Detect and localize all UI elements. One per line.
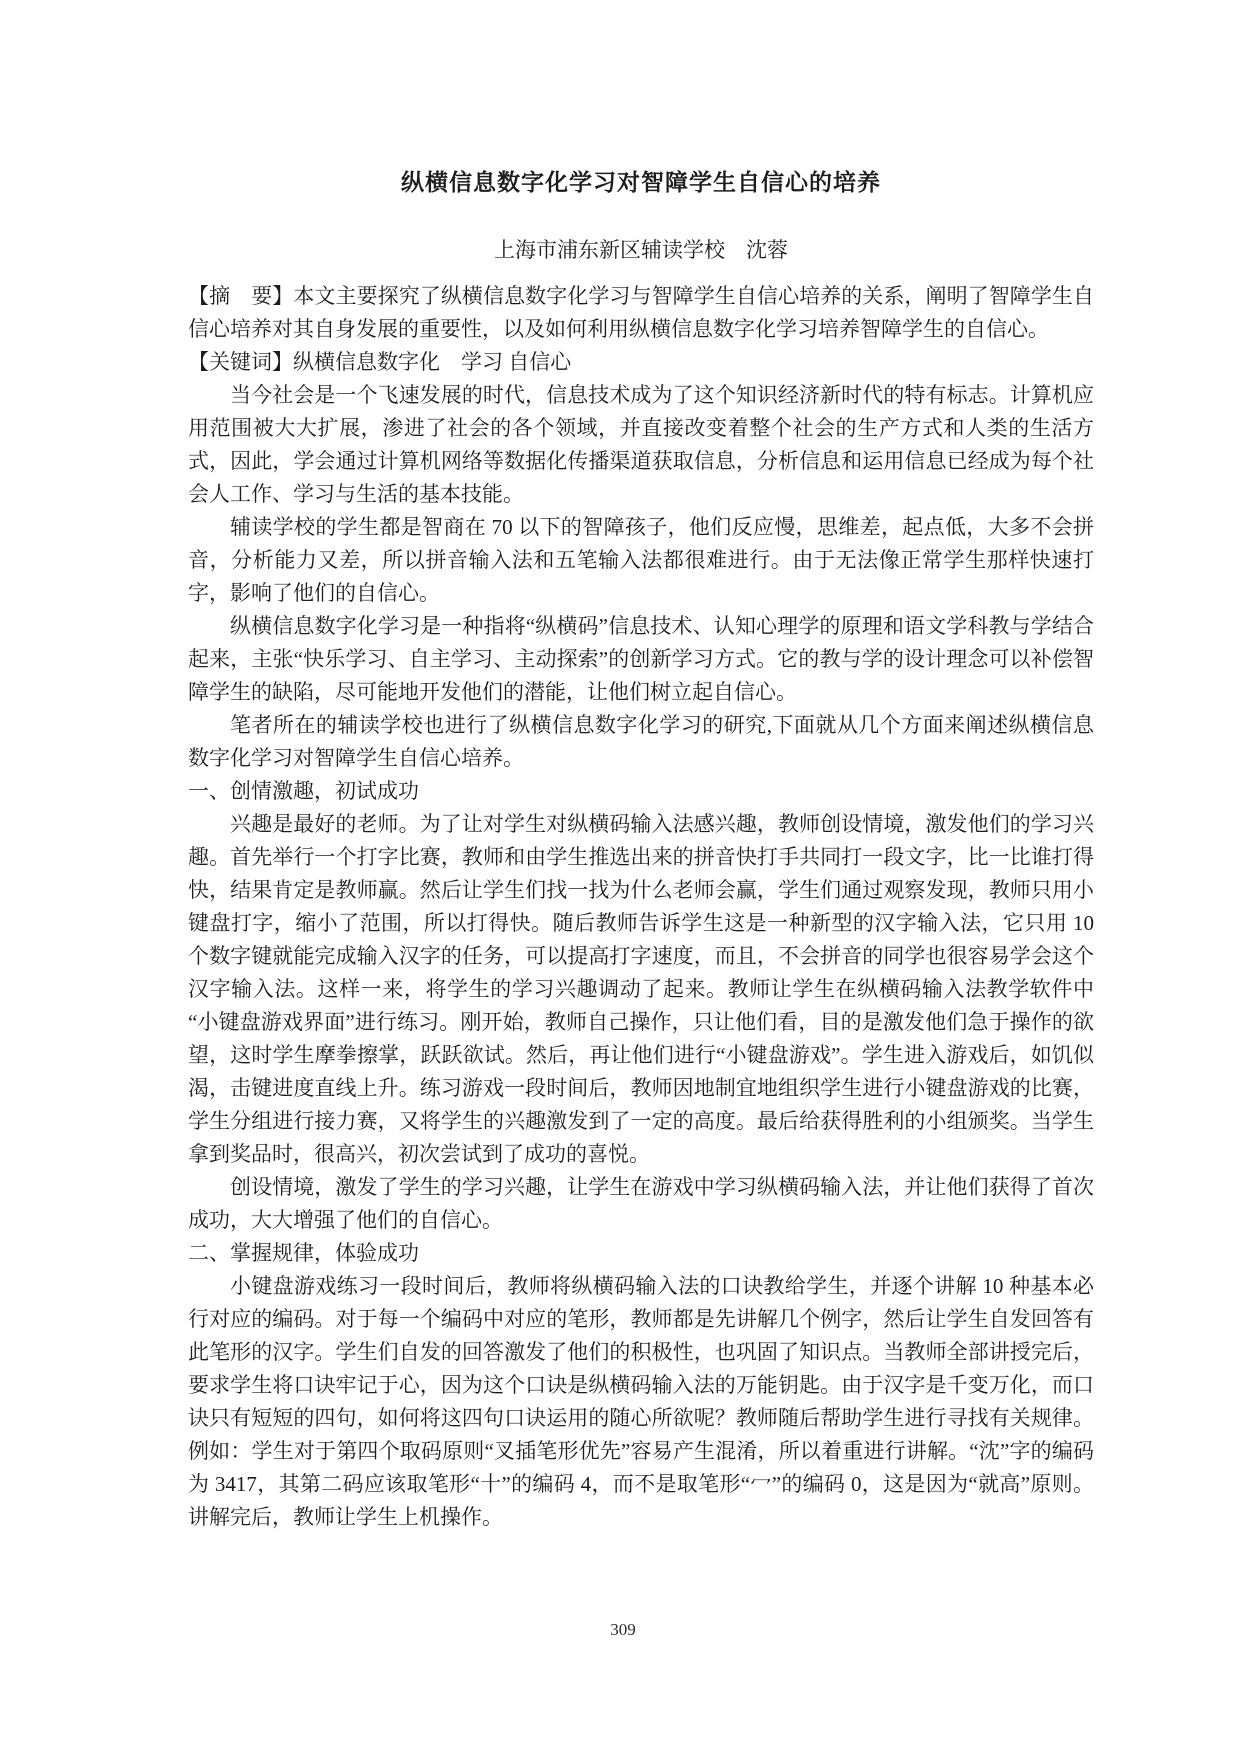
paragraph: 辅读学校的学生都是智商在 70 以下的智障孩子，他们反应慢，思维差，起点低，大多不会拼音，分析能力又差，所以拼音输入法和五笔输入法都很难进行。由于无法像正常学生那样快速打字，影响了他们的自信心。 <box>188 515 1094 605</box>
document-title: 纵横信息数字化学习对智障学生自信心的培养 <box>401 170 881 195</box>
meta-line: 【关键词】纵横信息数字化 学习 自信心 <box>188 350 572 374</box>
page-number: 309 <box>610 1620 636 1639</box>
paragraph: 纵横信息数字化学习是一种指将“纵横码”信息技术、认知心理学的原理和语文学科教与学结合起来，主张“快乐学习、自主学习、主动探索”的创新学习方式。它的教与学的设计理念可以补偿智障学生的缺陷，尽可能地开发他们的潜能，让他们树立起自信心。 <box>188 614 1094 704</box>
section-heading: 二、掌握规律，体验成功 <box>188 1241 419 1265</box>
meta-line: 【摘 要】本文主要探究了纵横信息数字化学习与智障学生自信心培养的关系，阐明了智障学生自信心培养对其自身发展的重要性，以及如何利用纵横信息数字化学习培养智障学生的自信心。 <box>188 284 1094 341</box>
section-heading: 一、创情激趣，初试成功 <box>188 779 419 803</box>
paragraph: 当今社会是一个飞速发展的时代，信息技术成为了这个知识经济新时代的特有标志。计算机应用范围被大大扩展，渗进了社会的各个领域，并直接改变着整个社会的生产方式和人类的生活方式，因此，学会通过计算机网络等数据化传播渠道获取信息，分析信息和运用信息已经成为每个社会人工作、学习与生活的基本技能。 <box>188 383 1094 506</box>
paragraph: 小键盘游戏练习一段时间后，教师将纵横码输入法的口诀教给学生，并逐个讲解 10 种基本必行对应的编码。对于每一个编码中对应的笔形，教师都是先讲解几个例字，然后让学生自发回答有此笔形的汉字。学生们自发的回答激发了他们的积极性，也巩固了知识点。当教师全部讲授完后，要求学生将口诀牢记于心，因为这个口诀是纵横码输入法的万能钥匙。由于汉字是千变万化，而口诀只有短短的四句，如何将这四句口诀运用的随心所欲呢？教师随后帮助学生进行寻找有关规律。例如：学生对于第四个取码原则“叉插笔形优先”容易产生混淆，所以着重进行讲解。“沈”字的编码为 3417，其第二码应该取笔形“十”的编码 4，而不是取笔形“冖”的编码 0，这是因为“就高”原则。讲解完后，教师让学生上机操作。 <box>188 1274 1094 1529</box>
paragraph: 笔者所在的辅读学校也进行了纵横信息数字化学习的研究,下面就从几个方面来阐述纵横信息数字化学习对智障学生自信心培养。 <box>188 713 1094 770</box>
paragraph: 兴趣是最好的老师。为了让对学生对纵横码输入法感兴趣，教师创设情境，激发他们的学习兴趣。首先举行一个打字比赛，教师和由学生推选出来的拼音快打手共同打一段文字，比一比谁打得快，结果肯定是教师赢。然后让学生们找一找为什么老师会赢，学生们通过观察发现，教师只用小键盘打字，缩小了范围，所以打得快。随后教师告诉学生这是一种新型的汉字输入法，它只用 10 个数字键就能完成输入汉字的任务，可以提高打字速度，而且，不会拼音的同学也很容易学会这个汉字输入法。这样一来，将学生的学习兴趣调动了起来。教师让学生在纵横码输入法教学软件中“小键盘游戏界面”进行练习。刚开始，教师自己操作，只让他们看，目的是激发他们急于操作的欲望，这时学生摩拳擦掌，跃跃欲试。然后，再让他们进行“小键盘游戏”。学生进入游戏后，如饥似渴，击键进度直线上升。练习游戏一段时间后，教师因地制宜地组织学生进行小键盘游戏的比赛，学生分组进行接力赛，又将学生的兴趣激发到了一定的高度。最后给获得胜利的小组颁奖。当学生拿到奖品时，很高兴，初次尝试到了成功的喜悦。 <box>188 812 1094 1166</box>
author-line: 上海市浦东新区辅读学校 沈蓉 <box>494 238 788 262</box>
paragraph: 创设情境，激发了学生的学习兴趣，让学生在游戏中学习纵横码输入法，并让他们获得了首次成功，大大增强了他们的自信心。 <box>188 1175 1094 1232</box>
document-body <box>188 280 1094 1534</box>
